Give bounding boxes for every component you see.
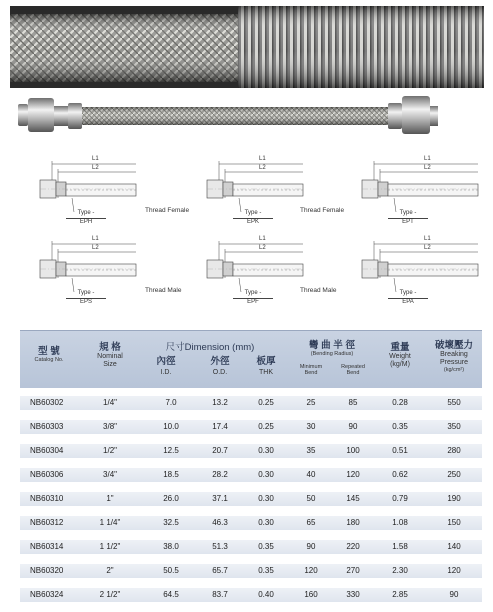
type-code-label: EPT <box>388 218 428 225</box>
type-code-label: EPS <box>66 298 106 305</box>
header-min-bend-2: Bend <box>304 370 318 376</box>
header-dimension <box>142 339 278 353</box>
fitting-diagram-ept <box>360 158 480 228</box>
header-rep-bend <box>332 364 374 376</box>
header-catalog <box>24 343 74 363</box>
header-weight-en1: Weight <box>389 353 411 360</box>
cell-size: 2 1/2" <box>99 590 121 599</box>
cell-pressure: 150 <box>447 518 461 527</box>
cell-thk: 0.35 <box>258 542 274 551</box>
dimension-l2-label: L2 <box>424 165 431 171</box>
cell-id: 12.5 <box>163 446 179 455</box>
header-catalog-en: Catalog No. <box>34 357 64 363</box>
cell-min-bend: 120 <box>304 566 318 575</box>
cell-rep-bend: 145 <box>346 494 360 503</box>
header-pressure-en3: (kg/cm²) <box>443 367 465 373</box>
header-od-en: O.D. <box>212 369 228 376</box>
cell-weight: 0.35 <box>392 422 408 431</box>
table-header <box>20 330 482 388</box>
table-row <box>20 460 482 484</box>
cell-weight: 0.28 <box>392 398 408 407</box>
cell-od: 83.7 <box>212 590 228 599</box>
header-size-en1: Nominal <box>97 353 123 360</box>
type-prefix-label: Type - <box>244 290 262 296</box>
cell-min-bend: 25 <box>306 398 316 407</box>
cell-weight: 2.30 <box>392 566 408 575</box>
cell-catalog: NB60302 <box>30 398 64 407</box>
table-row <box>20 388 482 412</box>
header-pressure-en2: Pressure <box>439 359 468 366</box>
cell-min-bend: 90 <box>306 542 316 551</box>
cell-size: 1 1/2" <box>99 542 121 551</box>
header-catalog-zh: 型 號 <box>38 346 60 357</box>
dimension-l1-label: L1 <box>259 236 266 242</box>
thread-male-label: Thread Male <box>145 287 182 294</box>
cell-min-bend: 65 <box>306 518 316 527</box>
cell-id: 10.0 <box>163 422 179 431</box>
cell-rep-bend: 85 <box>348 398 358 407</box>
thread-male-label: Thread Male <box>300 287 337 294</box>
dimension-l1-label: L1 <box>92 156 99 162</box>
header-size-en2: Size <box>103 361 117 368</box>
header-weight <box>378 339 422 369</box>
cell-id: 38.0 <box>163 542 179 551</box>
cell-id: 32.5 <box>163 518 179 527</box>
cell-catalog: NB60310 <box>30 494 64 503</box>
hose-assembly-photo <box>18 94 438 138</box>
fitting-diagram-eps <box>38 238 138 308</box>
cell-weight: 1.58 <box>392 542 408 551</box>
cell-pressure: 550 <box>447 398 461 407</box>
type-prefix-label: Type - <box>244 210 262 216</box>
braided-hose-photo <box>10 6 484 88</box>
dimension-l2-label: L2 <box>92 245 99 251</box>
cell-id: 64.5 <box>163 590 179 599</box>
table-row <box>20 508 482 532</box>
table-row <box>20 412 482 436</box>
cell-size: 1/2" <box>103 446 117 455</box>
cell-thk: 0.25 <box>258 422 274 431</box>
table-row <box>20 556 482 580</box>
type-prefix-label: Type - <box>399 210 417 216</box>
dimension-l2-label: L2 <box>92 165 99 171</box>
cell-pressure: 90 <box>449 590 459 599</box>
cell-min-bend: 50 <box>306 494 316 503</box>
type-code-label: EPF <box>233 298 273 305</box>
cell-size: 2" <box>106 566 114 575</box>
header-weight-zh: 重量 <box>390 342 410 353</box>
type-prefix-label: Type - <box>77 290 95 296</box>
header-pressure-en1: Breaking <box>440 351 468 358</box>
cell-od: 28.2 <box>212 470 228 479</box>
header-min-bend <box>292 364 330 376</box>
header-weight-en2: (kg/M) <box>390 361 410 368</box>
header-thk-en: THK <box>259 369 273 376</box>
cell-min-bend: 40 <box>306 470 316 479</box>
type-prefix-label: Type - <box>77 210 95 216</box>
cell-catalog: NB60312 <box>30 518 64 527</box>
dimension-l2-label: L2 <box>259 165 266 171</box>
cell-size: 1" <box>106 494 114 503</box>
cell-pressure: 120 <box>447 566 461 575</box>
cell-od: 51.3 <box>212 542 228 551</box>
cell-weight: 1.08 <box>392 518 408 527</box>
cell-id: 26.0 <box>163 494 179 503</box>
cell-thk: 0.30 <box>258 518 274 527</box>
dimension-l2-label: L2 <box>259 245 266 251</box>
cell-weight: 2.85 <box>392 590 408 599</box>
header-bending-en: (Bending Radius) <box>310 351 354 357</box>
type-code-label: EPK <box>233 218 273 225</box>
cell-rep-bend: 330 <box>346 590 360 599</box>
thread-female-label: Thread Female <box>145 207 190 214</box>
header-bending-zh: 彎 曲 半 徑 <box>309 340 355 351</box>
header-min-bend-1: Minimum <box>299 364 323 370</box>
table-row <box>20 532 482 556</box>
cell-thk: 0.25 <box>258 398 274 407</box>
cell-size: 1/4" <box>103 398 117 407</box>
dimension-l1-label: L1 <box>92 236 99 242</box>
fitting-diagram-eph <box>38 158 138 228</box>
header-id-en: I.D. <box>160 369 172 376</box>
cell-catalog: NB60320 <box>30 566 64 575</box>
cell-rep-bend: 180 <box>346 518 360 527</box>
cell-id: 50.5 <box>163 566 179 575</box>
cell-pressure: 250 <box>447 470 461 479</box>
fitting-diagram-epa <box>360 238 480 308</box>
cell-size: 3/8" <box>103 422 117 431</box>
header-rep-bend-1: Repeated <box>341 364 365 370</box>
table-body <box>20 388 482 604</box>
table-row <box>20 484 482 508</box>
specification-table <box>20 330 482 604</box>
header-rep-bend-2: Bend <box>346 370 360 376</box>
cell-rep-bend: 90 <box>348 422 358 431</box>
cell-od: 17.4 <box>212 422 228 431</box>
fitting-diagram-epk <box>205 158 305 228</box>
type-code-label: EPH <box>66 218 106 225</box>
dimension-l1-label: L1 <box>424 156 431 162</box>
header-id-zh: 內徑 <box>156 356 176 367</box>
cell-rep-bend: 120 <box>346 470 360 479</box>
cell-weight: 0.62 <box>392 470 408 479</box>
cell-pressure: 140 <box>447 542 461 551</box>
header-id <box>142 353 190 377</box>
cell-thk: 0.30 <box>258 446 274 455</box>
cell-pressure: 350 <box>447 422 461 431</box>
cell-min-bend: 30 <box>306 422 316 431</box>
header-thk-zh: 板厚 <box>256 356 276 367</box>
dimension-l1-label: L1 <box>424 236 431 242</box>
cell-thk: 0.30 <box>258 494 274 503</box>
cell-id: 7.0 <box>165 398 177 407</box>
cell-catalog: NB60324 <box>30 590 64 599</box>
thread-female-label: Thread Female <box>300 207 345 214</box>
dimension-l1-label: L1 <box>259 156 266 162</box>
header-pressure-zh: 破壞壓力 <box>434 340 473 351</box>
cell-catalog: NB60306 <box>30 470 64 479</box>
header-od-zh: 外徑 <box>210 356 230 367</box>
header-size-zh: 規 格 <box>99 342 121 353</box>
cell-rep-bend: 220 <box>346 542 360 551</box>
table-row <box>20 436 482 460</box>
cell-thk: 0.35 <box>258 566 274 575</box>
header-od <box>196 353 244 377</box>
header-bending <box>292 337 372 357</box>
cell-size: 3/4" <box>103 470 117 479</box>
cell-catalog: NB60304 <box>30 446 64 455</box>
cell-od: 65.7 <box>212 566 228 575</box>
cell-thk: 0.40 <box>258 590 274 599</box>
type-code-label: EPA <box>388 298 428 305</box>
fitting-diagram-epf <box>205 238 305 308</box>
cell-size: 1 1/4" <box>99 518 121 527</box>
header-dimension-title: 尺寸Dimension (mm) <box>165 342 255 353</box>
cell-min-bend: 160 <box>304 590 318 599</box>
cell-weight: 0.79 <box>392 494 408 503</box>
cell-thk: 0.30 <box>258 470 274 479</box>
cell-pressure: 190 <box>447 494 461 503</box>
header-size <box>86 339 134 369</box>
cell-od: 20.7 <box>212 446 228 455</box>
header-pressure <box>426 337 482 373</box>
cell-weight: 0.51 <box>392 446 408 455</box>
cell-rep-bend: 270 <box>346 566 360 575</box>
dimension-l2-label: L2 <box>424 245 431 251</box>
cell-od: 13.2 <box>212 398 228 407</box>
cell-pressure: 280 <box>447 446 461 455</box>
cell-catalog: NB60303 <box>30 422 64 431</box>
type-prefix-label: Type - <box>399 290 417 296</box>
header-thk <box>246 353 286 377</box>
cell-rep-bend: 100 <box>346 446 360 455</box>
cell-catalog: NB60314 <box>30 542 64 551</box>
table-row <box>20 580 482 604</box>
cell-min-bend: 35 <box>306 446 316 455</box>
cell-od: 37.1 <box>212 494 228 503</box>
cell-id: 18.5 <box>163 470 179 479</box>
cell-od: 46.3 <box>212 518 228 527</box>
